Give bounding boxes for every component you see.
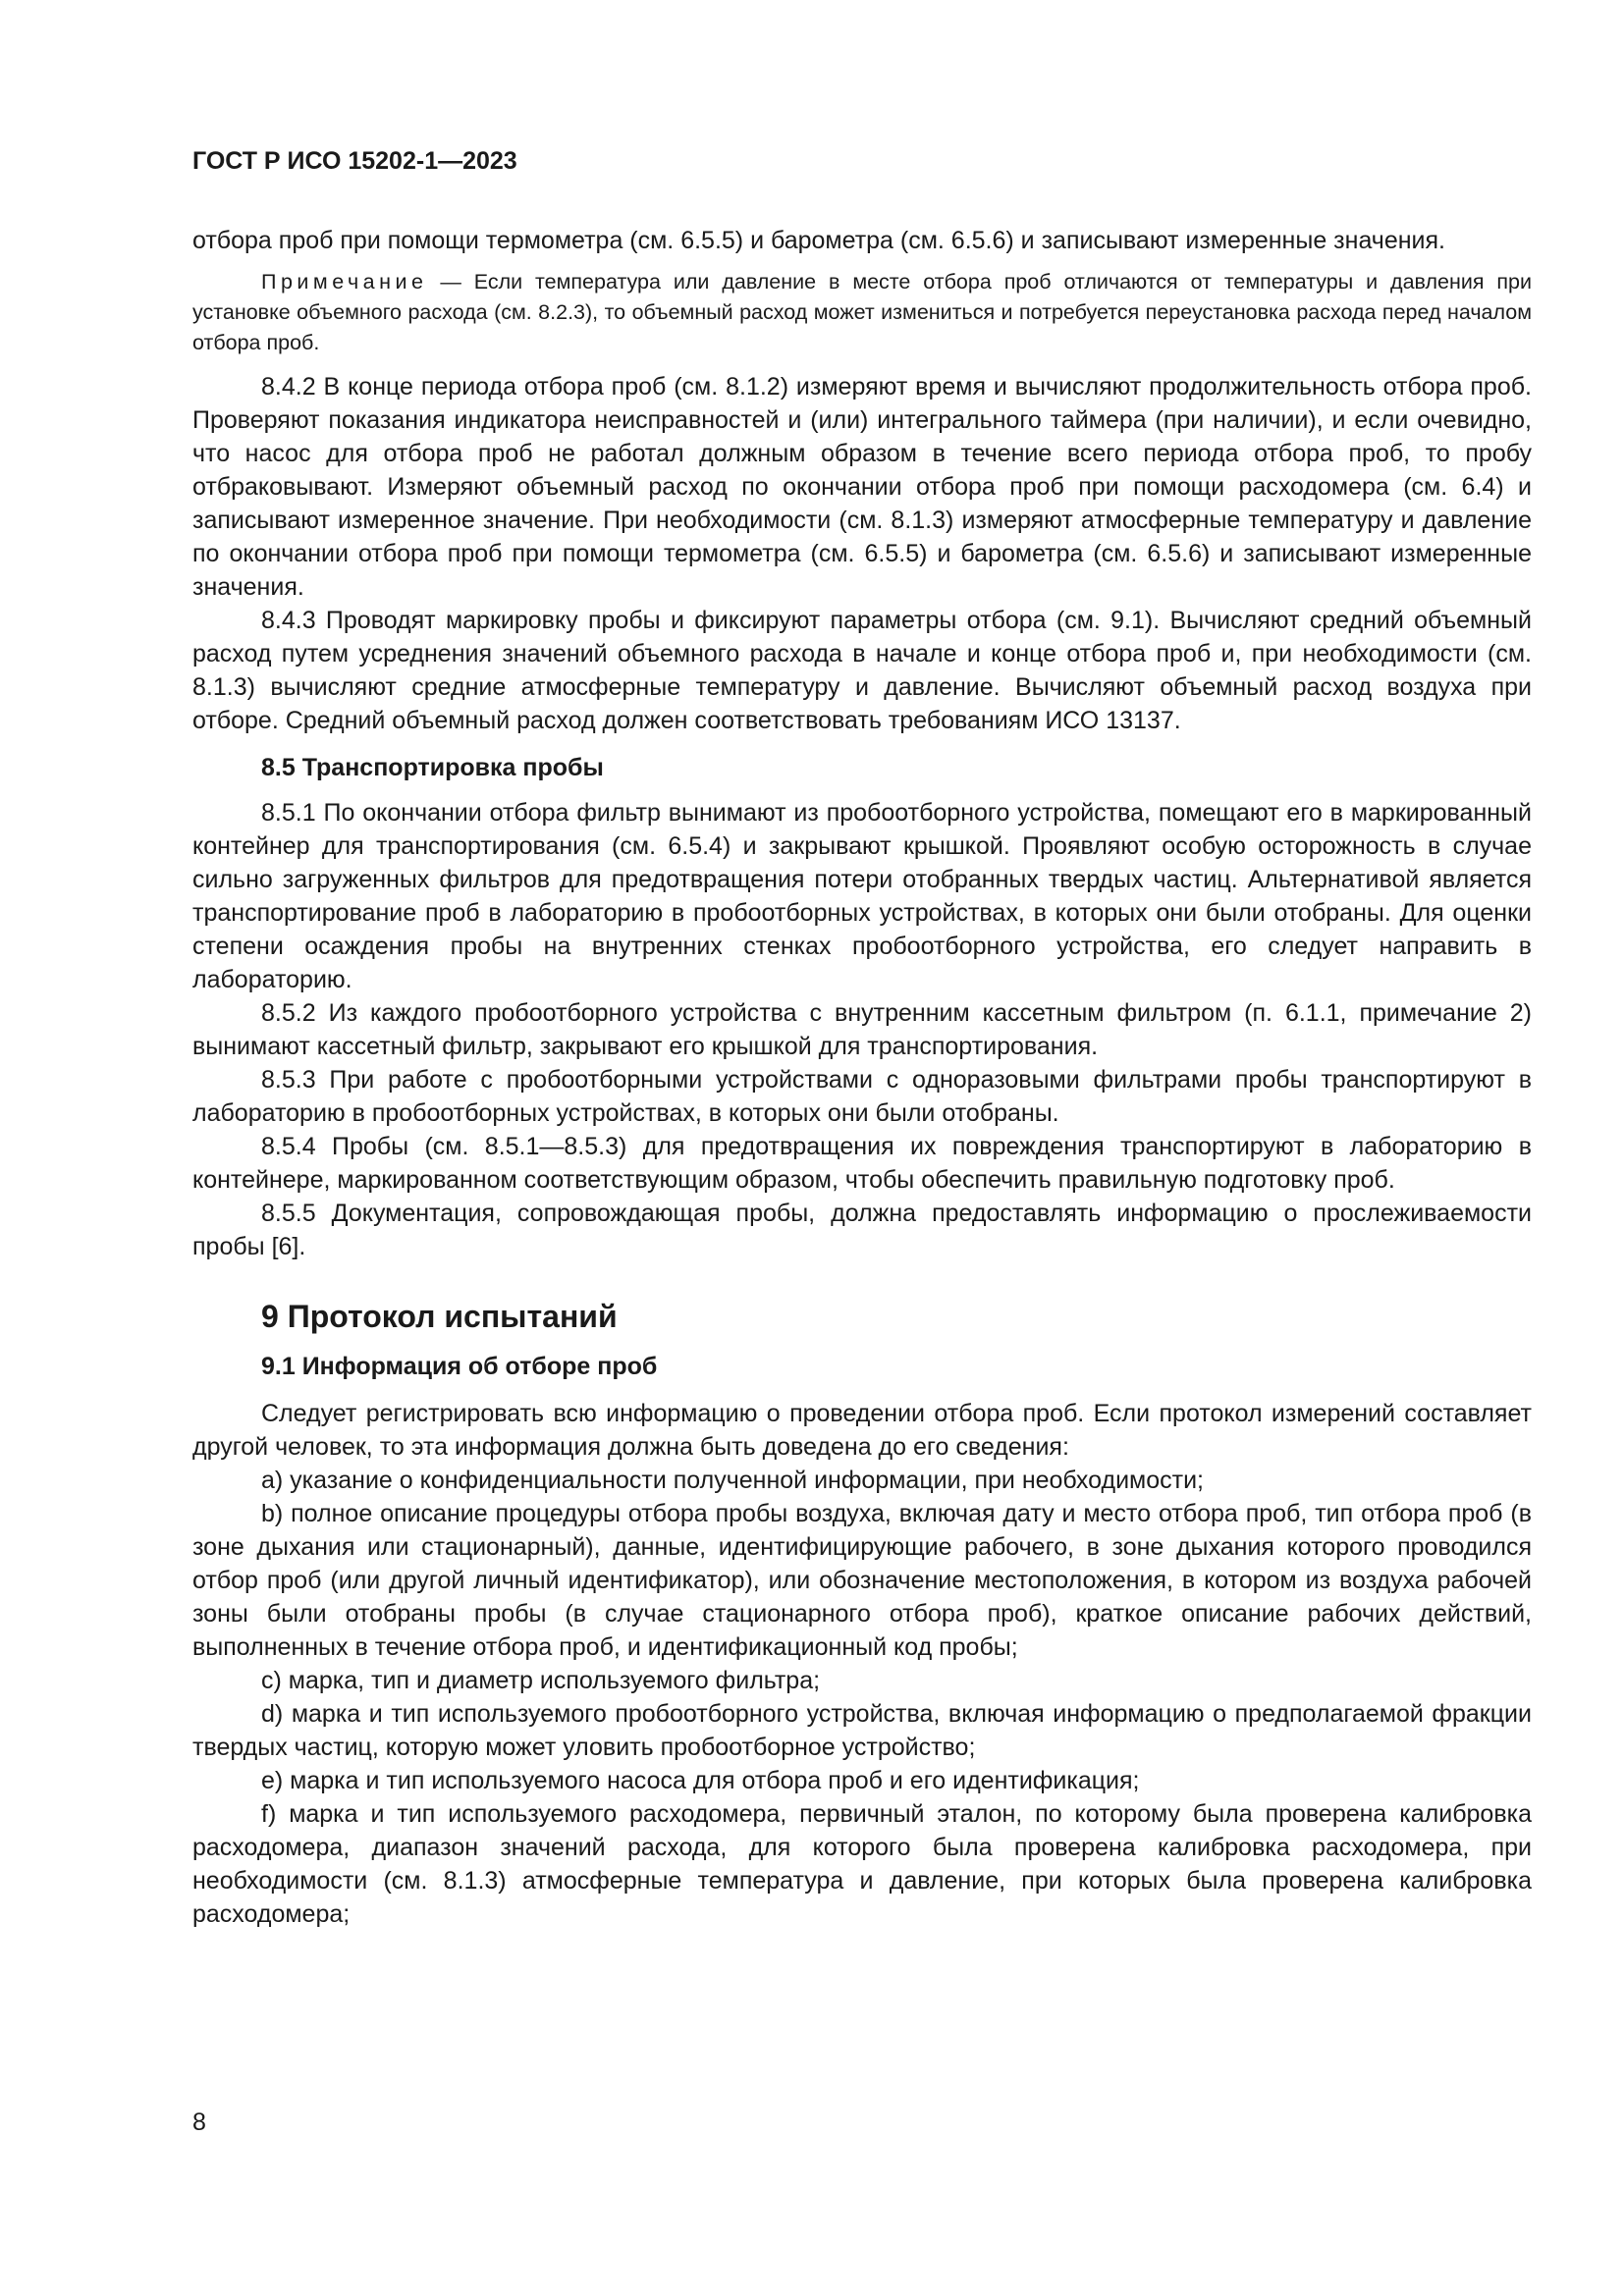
paragraph-continuation: отбора проб при помощи термометра (см. 6.5.5) и барометра (см. 6.5.6) и записывают измеренные значения. — [192, 227, 1445, 254]
document-header: ГОСТ Р ИСО 15202-1—2023 — [192, 147, 517, 175]
list-item-e: e) марка и тип используемого насоса для отбора проб и его идентификация; — [261, 1767, 1140, 1794]
paragraph-8-5-2: 8.5.2 Из каждого пробоотборного устройства с внутренним кассетным фильтром (п. 6.1.1, примечание 2) вынимают кассетный фильтр, закрывают его крышкой для транспортирования. — [192, 999, 1532, 1060]
section-heading-9: 9 Протокол испытаний — [261, 1299, 618, 1334]
paragraph-9-1: Следует регистрировать всю информацию о проведении отбора проб. Если протокол измерений составляет другой человек, то эта информация должна быть доведена до его сведения: — [192, 1400, 1532, 1461]
list-item-c: c) марка, тип и диаметр используемого фильтра; — [261, 1667, 821, 1694]
paragraph-8-5-4: 8.5.4 Пробы (см. 8.5.1—8.5.3) для предотвращения их повреждения транспортируют в лабораторию в контейнере, маркированном соответствующим образом, чтобы обеспечить правильную подготовку проб. — [192, 1133, 1532, 1194]
list-item-b: b) полное описание процедуры отбора пробы воздуха, включая дату и место отбора проб, тип отбора проб (в зоне дыхания или стационарный), данные, идентифицирующие рабочего, в зоне дыхания которого проводился отбор проб (или другой личный идентификатор), или обозначение местоположения, в котором из воздуха рабочей зоны были отобраны пробы (в случае стационарного отбора проб), краткое описание рабочих действий, выполненных в течение отбора проб, и идентификационный код пробы; — [192, 1500, 1532, 1661]
paragraph-8-5-3: 8.5.3 При работе с пробоотборными устройствами с одноразовыми фильтрами пробы транспортируют в лабораторию в пробоотборных устройствах, в которых они были отобраны. — [192, 1066, 1532, 1127]
paragraph-8-4-2: 8.4.2 В конце периода отбора проб (см. 8.1.2) измеряют время и вычисляют продолжительность отбора проб. Проверяют показания индикатора неисправностей и (или) интегрального таймера (при наличии), и если очевидно, что насос для отбора проб не работал должным образом в течение всего периода отбора проб, то пробу отбраковывают. Измеряют объемный расход по окончании отбора проб при помощи расходомера (см. 6.4) и записывают измеренное значение. При необходимости (см. 8.1.3) измеряют атмосферные температуру и давление по окончании отбора проб при помощи термометра (см. 6.5.5) и барометра (см. 6.5.6) и записывают измеренные значения. — [192, 373, 1532, 601]
section-heading-9-1: 9.1 Информация об отборе проб — [261, 1353, 658, 1380]
note-label: Примечание — [261, 270, 428, 294]
paragraph-8-4-3: 8.4.3 Проводят маркировку пробы и фиксируют параметры отбора (см. 9.1). Вычисляют средний объемный расход путем усреднения значений объемного расхода в начале и конце отбора проб и, при необходимости (см. 8.1.3) вычисляют средние атмосферные температуру и давление. Вычисляют объемный расход воздуха при отборе. Средний объемный расход должен соответствовать требованиям ИСО 13137. — [192, 607, 1532, 734]
note — [192, 267, 1532, 358]
paragraph-8-5-5: 8.5.5 Документация, сопровождающая пробы, должна предоставлять информацию о прослеживаемости пробы [6]. — [192, 1200, 1532, 1260]
section-heading-8-5: 8.5 Транспортировка пробы — [261, 754, 604, 781]
document-body — [192, 224, 1532, 1931]
list-item-a: а) указание о конфиденциальности полученной информации, при необходимости; — [261, 1467, 1204, 1494]
note-text: — Если температура или давление в месте отбора проб отличаются от температуры и давления при установке объемного расхода (см. 8.2.3), то объемный расход может измениться и потребуется переустановка расхода перед началом отбора проб. — [192, 270, 1532, 354]
paragraph-8-5-1: 8.5.1 По окончании отбора фильтр вынимают из пробоотборного устройства, помещают его в маркированный контейнер для транспортирования (см. 6.5.4) и закрывают крышкой. Проявляют особую осторожность в случае сильно загруженных фильтров для предотвращения потери отобранных твердых частиц. Альтернативой является транспортирование проб в лабораторию в пробоотборных устройствах, в которых они были отобраны. Для оценки степени осаждения пробы на внутренних стенках пробоотборного устройства, его следует направить в лабораторию. — [192, 799, 1532, 993]
list-item-f: f) марка и тип используемого расходомера, первичный эталон, по которому была проверена калибровка расходомера, диапазон значений расхода, для которого была проверена калибровка расходомера, при необходимости (см. 8.1.3) атмосферные температура и давление, при которых была проверена калибровка расходомера; — [192, 1800, 1532, 1928]
page-number: 8 — [192, 2109, 206, 2136]
list-item-d: d) марка и тип используемого пробоотборного устройства, включая информацию о предполагаемой фракции твердых частиц, которую может уловить пробоотборное устройство; — [192, 1700, 1532, 1761]
